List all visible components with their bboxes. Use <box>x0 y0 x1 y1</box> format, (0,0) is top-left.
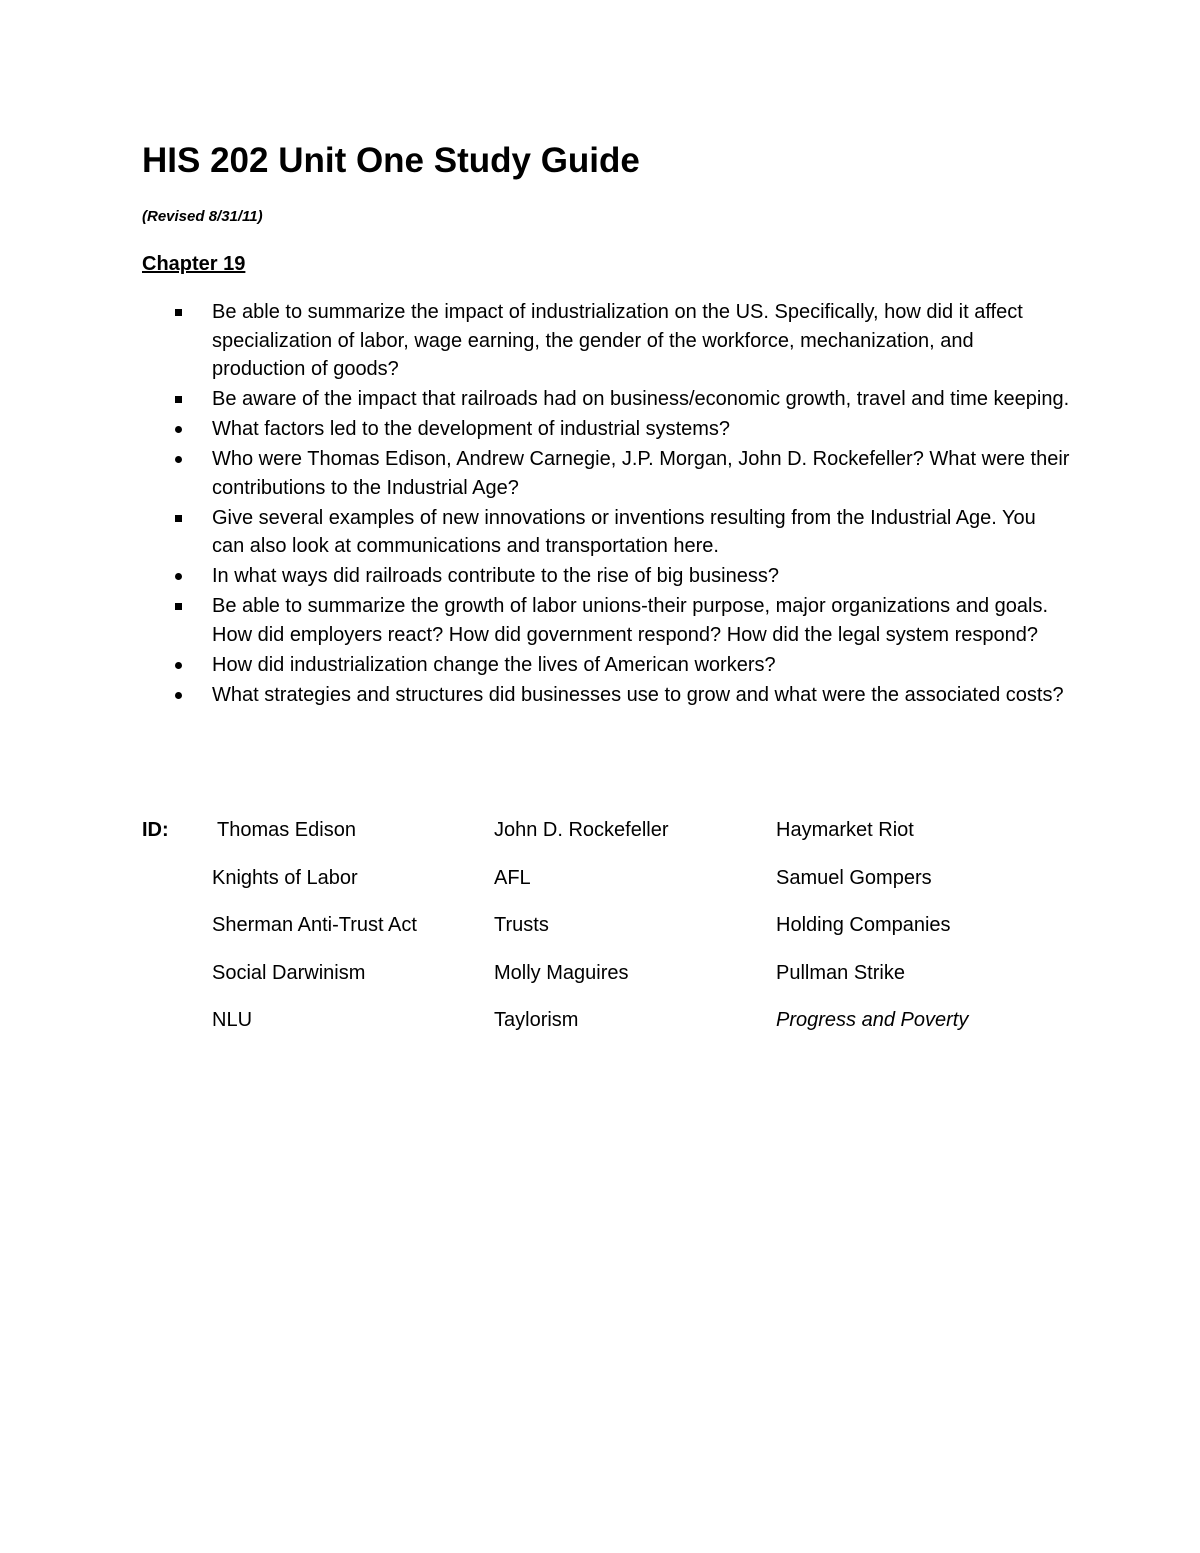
square-bullet-icon <box>175 309 182 316</box>
id-section-label: ID: <box>142 819 169 841</box>
square-bullet-icon <box>175 396 182 403</box>
id-term: Thomas Edison <box>217 819 356 841</box>
id-term: Taylorism <box>494 1009 579 1031</box>
round-bullet-icon <box>175 662 182 669</box>
list-item-text: Be able to summarize the impact of industrialization on the US. Specifically, how did it affect specialization of labor, wage earning, the gender of the workforce, mechanization, and production of goods? <box>212 301 1023 380</box>
chapter-heading: Chapter 19 <box>142 253 246 275</box>
id-term: Pullman Strike <box>776 961 905 984</box>
list-item-text: How did industrialization change the lives of American workers? <box>212 653 776 676</box>
id-term-book-title: Progress and Poverty <box>776 1009 969 1031</box>
revision-note: (Revised 8/31/11) <box>142 208 263 225</box>
id-term: Holding Companies <box>776 914 951 936</box>
id-term: Sherman Anti-Trust Act <box>212 914 417 936</box>
id-terms-grid <box>212 817 1072 1033</box>
list-item-text: What strategies and structures did businesses use to grow and what were the associated costs? <box>212 683 1064 706</box>
id-term: Social Darwinism <box>212 961 366 984</box>
id-term: Trusts <box>494 914 549 936</box>
id-term: Molly Maguires <box>494 961 629 984</box>
list-item <box>172 681 1072 710</box>
list-item-text: In what ways did railroads contribute to the rise of big business? <box>212 565 779 587</box>
list-item-text: Who were Thomas Edison, Andrew Carnegie, J.P. Morgan, John D. Rockefeller? What were their contributions to the Industrial Age? <box>212 448 1070 499</box>
list-item <box>172 445 1072 502</box>
page-title: HIS 202 Unit One Study Guide <box>142 141 640 180</box>
list-item <box>172 592 1072 649</box>
round-bullet-icon <box>175 426 182 433</box>
list-item-text: Give several examples of new innovations or inventions resulting from the Industrial Age. You can also look at communications and transportation here. <box>212 506 1036 557</box>
round-bullet-icon <box>175 692 182 699</box>
list-item <box>172 385 1072 414</box>
list-item <box>172 298 1072 384</box>
list-item-text: Be able to summarize the growth of labor unions-their purpose, major organizations and goals. How did employers react? How did government respond? How did the legal system respond? <box>212 595 1049 646</box>
id-term: Knights of Labor <box>212 866 358 889</box>
list-item-text: What factors led to the development of industrial systems? <box>212 418 731 440</box>
list-item <box>172 562 1072 591</box>
study-questions-list <box>172 298 1072 711</box>
id-term: AFL <box>494 866 531 889</box>
round-bullet-icon <box>175 573 182 580</box>
round-bullet-icon <box>175 456 182 463</box>
id-term: Samuel Gompers <box>776 866 932 889</box>
list-item <box>172 651 1072 680</box>
square-bullet-icon <box>175 603 182 610</box>
list-item <box>172 504 1072 561</box>
id-term: NLU <box>212 1009 253 1031</box>
square-bullet-icon <box>175 515 182 522</box>
list-item-text: Be aware of the impact that railroads had on business/economic growth, travel and time keeping. <box>212 388 1070 410</box>
list-item <box>172 415 1072 444</box>
id-term: John D. Rockefeller <box>494 819 669 841</box>
id-term: Haymarket Riot <box>776 819 914 841</box>
